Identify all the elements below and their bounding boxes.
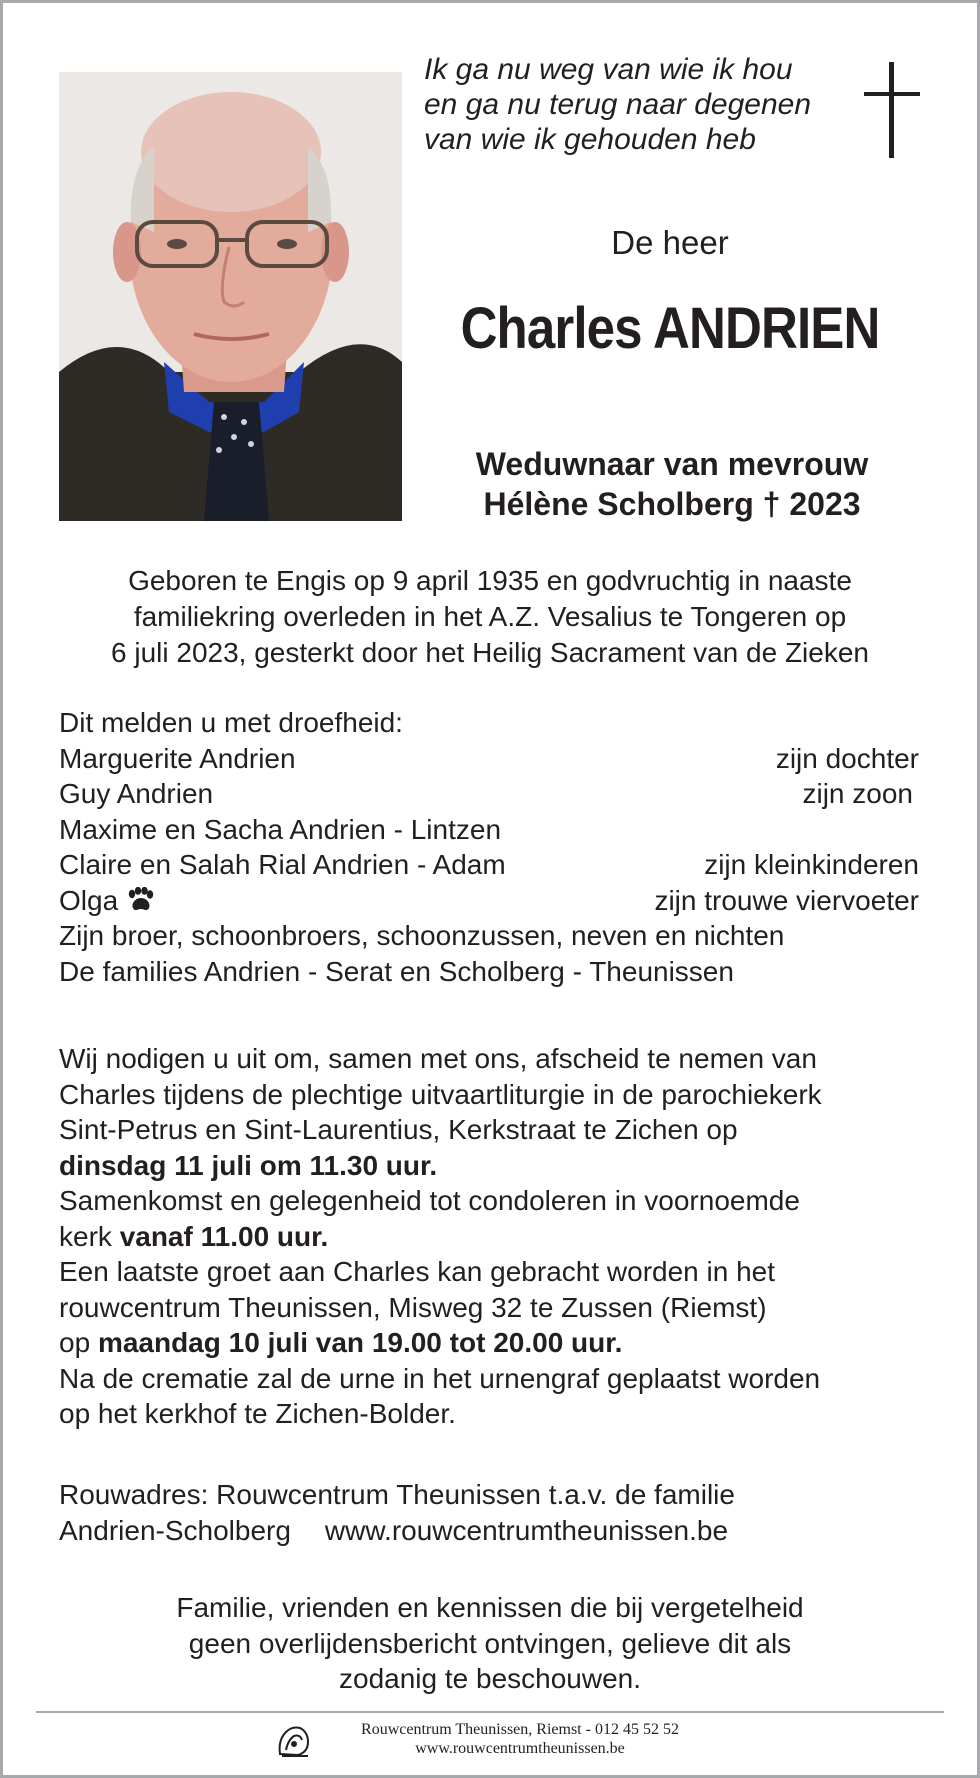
- mourners-list: [59, 705, 919, 989]
- service-line: Sint-Petrus en Sint-Laurentius, Kerkstraat te Zichen op: [59, 1114, 738, 1145]
- widower-line: Weduwnaar van mevrouw: [475, 446, 869, 482]
- service-text: kerk: [59, 1220, 120, 1252]
- service-line: Een laatste groet aan Charles kan gebracht worden in het: [59, 1256, 776, 1287]
- mourner-name: Claire en Salah Rial Andrien - Adam: [59, 849, 506, 880]
- mourning-address: [59, 1477, 929, 1548]
- service-line: rouwcentrum Theunissen, Misweg 32 te Zussen (Riemst): [59, 1291, 767, 1323]
- service-line: [59, 1219, 929, 1255]
- widower-statement: [424, 444, 920, 524]
- service-line: Charles tijdens de plechtige uitvaartliturgie in de parochiekerk: [59, 1078, 822, 1110]
- notice-line: geen overlijdensbericht ontvingen, gelieve dit als: [188, 1627, 792, 1659]
- birth-death-info: [40, 563, 940, 671]
- info-line: 6 juli 2023, gesterkt door het Heilig Sacrament van de Zieken: [111, 637, 869, 668]
- mourners-intro: Dit melden u met droefheid:: [59, 707, 403, 738]
- mourner-relation: zijn kleinkinderen: [704, 849, 919, 880]
- mourner-name: Guy Andrien: [59, 778, 214, 809]
- visitation-time: maandag 10 juli van 19.00 tot 20.00 uur.: [97, 1327, 623, 1358]
- poem-line: van wie ik gehouden heb: [424, 123, 756, 156]
- website-link[interactable]: www.rouwcentrumtheunissen.be: [324, 1514, 729, 1546]
- deceased-name: Charles ANDRIEN: [460, 296, 880, 361]
- cross-icon: [864, 62, 920, 158]
- family-name: Andrien-Scholberg: [59, 1514, 291, 1546]
- notice-line: zodanig te beschouwen.: [339, 1663, 641, 1694]
- mourner-row: [59, 883, 919, 919]
- info-line: Geboren te Engis op 9 april 1935 en godvruchtig in naaste: [128, 565, 852, 596]
- mourner-relation: zijn zoon: [802, 778, 913, 809]
- notice-line: Familie, vrienden en kennissen die bij vergetelheid: [176, 1592, 804, 1623]
- service-line: Na de crematie zal de urne in het urnengraf geplaatst worden: [59, 1362, 821, 1394]
- mourner-name: Olga: [59, 884, 119, 916]
- mourner-relation: zijn trouwe viervoeter: [654, 884, 919, 916]
- honorific: De heer: [611, 224, 729, 261]
- poem-line: Ik ga nu weg van wie ik hou: [424, 53, 793, 86]
- mourner-row: [59, 776, 919, 812]
- service-line: Wij nodigen u uit om, samen met ons, afscheid te nemen van: [59, 1043, 817, 1074]
- service-line: [59, 1325, 929, 1361]
- poem-line: en ga nu terug naar degenen: [424, 88, 811, 121]
- info-line: familiekring overleden in het A.Z. Vesalius te Tongeren op: [133, 601, 847, 632]
- footer: [300, 1720, 740, 1758]
- service-details: [59, 1041, 929, 1432]
- address-line: [59, 1513, 929, 1549]
- mourner-name: Marguerite Andrien: [59, 742, 296, 774]
- mourner-row: [59, 847, 919, 883]
- portrait-photo: [59, 72, 402, 521]
- mourner-row: [59, 741, 919, 777]
- service-date: dinsdag 11 juli om 11.30 uur.: [59, 1149, 438, 1181]
- mourner-relation: zijn dochter: [775, 742, 919, 774]
- mourner-extra-line: De families Andrien - Serat en Scholberg - Theunissen: [59, 955, 734, 987]
- mourner-extra-line: Zijn broer, schoonbroers, schoonzussen, neven en nichten: [59, 920, 785, 951]
- footer-website[interactable]: www.rouwcentrumtheunissen.be: [415, 1740, 625, 1757]
- service-line: op het kerkhof te Zichen-Bolder.: [59, 1398, 456, 1429]
- address-line: Rouwadres: Rouwcentrum Theunissen t.a.v. de familie: [59, 1479, 735, 1510]
- widower-line: Hélène Scholberg † 2023: [483, 486, 861, 522]
- condolence-time: vanaf 11.00 uur.: [119, 1220, 329, 1252]
- footer-divider: [36, 1711, 944, 1713]
- mourner-name-group: [59, 883, 154, 919]
- closing-notice: [60, 1590, 920, 1697]
- footer-contact: Rouwcentrum Theunissen, Riemst - 012 45 52 52: [361, 1721, 679, 1738]
- mourner-row: [59, 812, 919, 848]
- service-text: op: [59, 1327, 98, 1358]
- service-line: Samenkomst en gelegenheid tot condoleren in voornoemde: [59, 1185, 800, 1216]
- paw-icon: [126, 887, 154, 913]
- portrait-illustration: [59, 72, 402, 521]
- poem: [424, 52, 844, 157]
- mourner-name: Maxime en Sacha Andrien - Lintzen: [59, 813, 502, 845]
